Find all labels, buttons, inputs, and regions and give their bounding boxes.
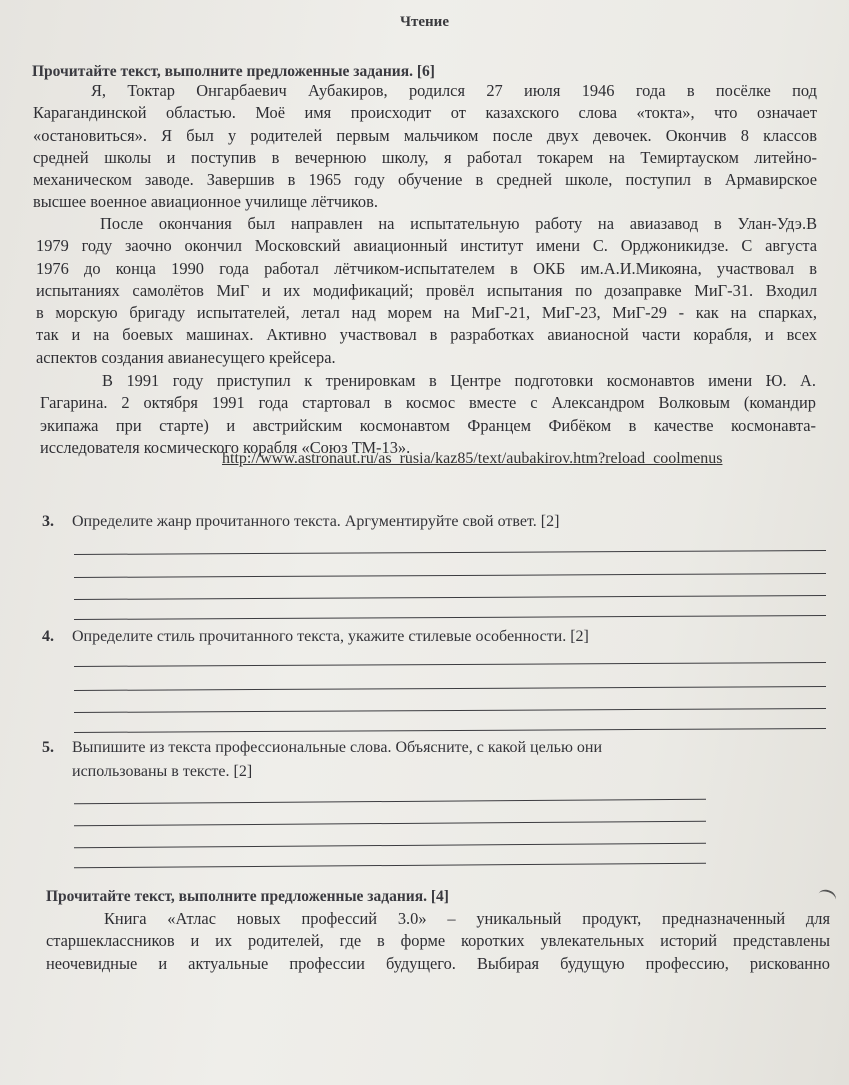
text-line: исследователя космического корабля «Союз ТМ-13».	[40, 437, 411, 457]
question-number: 5.	[42, 739, 54, 756]
text-line: так и на боевых машинах. Активно участвовал в разработках авианосной части корабля, и всех	[36, 325, 817, 345]
text-line: После окончания был направлен на испытательную работу на авиазавод в Улан-Удэ.В	[100, 214, 817, 233]
text-line: Я, Токтар Онгарбаевич Аубакиров, родился 27 июля 1946 года в посёлке под	[91, 81, 817, 100]
text-line: в морскую бригаду испытателей, летал над морем на МиГ-21, МиГ-23, МиГ-29 - как на спарках,	[36, 303, 817, 323]
answer-line[interactable]	[74, 550, 826, 555]
answer-line[interactable]	[74, 662, 826, 667]
answer-line[interactable]	[74, 708, 826, 713]
answer-line[interactable]	[74, 573, 826, 578]
page-title: Чтение	[400, 14, 449, 30]
section2-paragraph-1	[46, 908, 830, 975]
text-line: экипажа при старте) и австрийским космонавтом Францем Фибёком в качестве космонавта-	[40, 415, 816, 435]
text-line: Книга «Атлас новых профессий 3.0» – уникальный продукт, предназначенный для	[104, 909, 830, 928]
question-text: Выпишите из текста профессиональные слова. Объясните, с какой целью они	[72, 739, 603, 756]
text-line: аспектов создания авианесущего крейсера.	[36, 347, 336, 367]
answer-line[interactable]	[74, 595, 826, 600]
question-text: Определите стиль прочитанного текста, укажите стилевые особенности. [2]	[72, 628, 589, 645]
question-number: 4.	[42, 628, 54, 645]
answer-line[interactable]	[74, 615, 826, 620]
text-line: В 1991 году приступил к тренировкам в Центре подготовки космонавтов имени Ю. А.	[102, 371, 816, 390]
question-text: Определите жанр прочитанного текста. Аргументируйте свой ответ. [2]	[72, 513, 560, 530]
text-line: средней школы и поступив в вечернюю школу, я работал токарем на Темиртауском литейно-	[33, 147, 817, 167]
text-line: старшеклассников и их родителей, где в форме коротких увлекательных историй представлены	[46, 931, 830, 951]
question-4	[42, 625, 589, 649]
text-line: «остановиться». Я был у родителей первым мальчиком после двух девочек. Окончив 8 классов	[33, 125, 817, 145]
answer-line[interactable]	[74, 863, 706, 868]
answer-line[interactable]	[74, 843, 706, 848]
answer-line[interactable]	[74, 799, 706, 804]
text-line: высшее военное авиационное училище лётчиков.	[33, 192, 378, 212]
pen-mark	[816, 887, 838, 906]
text-line: неочевидные и актуальные профессии будущего. Выбирая будущую профессию, рискованно	[46, 953, 830, 973]
section2-heading: Прочитайте текст, выполните предложенные задания. [4]	[46, 888, 449, 905]
section1-paragraph-1	[33, 80, 817, 214]
answer-line[interactable]	[74, 821, 706, 826]
question-5	[42, 736, 602, 784]
source-link[interactable]: http://www.astronaut.ru/as_rusia/kaz85/text/aubakirov.htm?reload_coolmenus	[222, 450, 723, 467]
section1-heading: Прочитайте текст, выполните предложенные задания. [6]	[32, 63, 435, 80]
text-line: 1976 до конца 1990 года работал лётчиком-испытателем в ОКБ им.А.И.Микояна, участвовал в	[36, 258, 817, 278]
text-line: испытаниях самолётов МиГ и их модификаций; провёл испытания по дозаправке МиГ-31. Входил	[36, 280, 817, 300]
text-line: Гагарина. 2 октября 1991 года стартовал в космос вместе с Александром Волковым (командир	[40, 393, 816, 413]
answer-line[interactable]	[74, 728, 826, 733]
text-line: механическом заводе. Завершив в 1965 году обучение в средней школе, поступил в Армавирское	[33, 170, 817, 190]
question-3	[42, 510, 559, 534]
question-text-continued: использованы в тексте. [2]	[72, 763, 253, 780]
text-line: Карагандинской областью. Моё имя происходит от казахского слова «токта», что означает	[33, 103, 817, 123]
section1-paragraph-3	[40, 370, 816, 459]
section1-paragraph-2	[36, 213, 817, 369]
answer-line[interactable]	[74, 686, 826, 691]
text-line: 1979 году заочно окончил Московский авиационный институт имени С. Орджоникидзе. С августа	[36, 236, 817, 256]
question-number: 3.	[42, 513, 54, 530]
